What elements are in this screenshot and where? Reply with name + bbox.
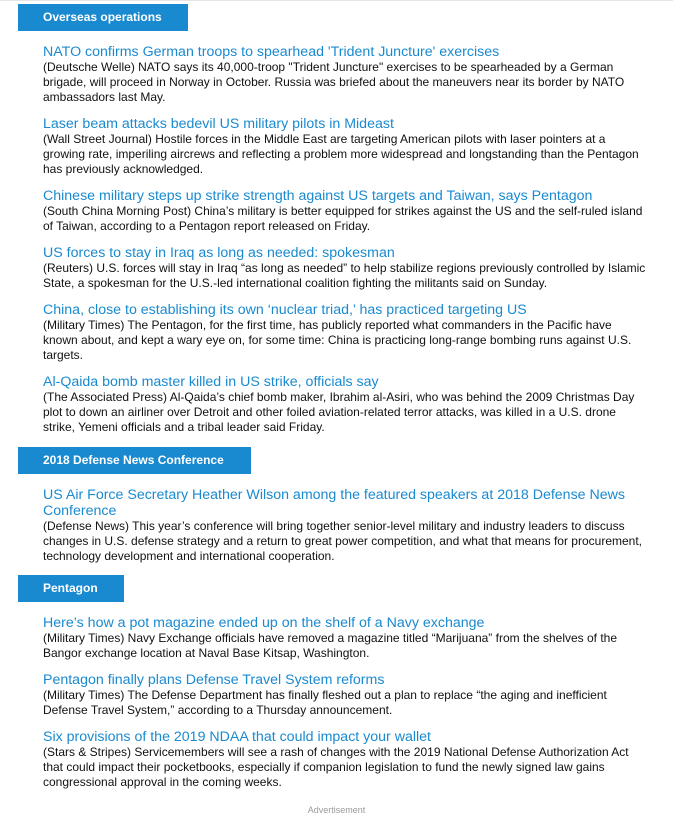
article-summary: (Military Times) The Pentagon, for the first time, has publicly reported what commanders in the Pacific have known about, and kept a wary eye on, for some time: China is practicing long-range bombing runs against U.S. targets. <box>43 318 632 362</box>
article-title-link[interactable]: Chinese military steps up strike strength against US targets and Taiwan, says Pentagon <box>43 188 593 204</box>
article-item <box>43 188 649 234</box>
article-item <box>43 487 649 564</box>
article-summary: (Defense News) This year’s conference will bring together senior-level military and industry leaders to discuss changes in U.S. defense strategy and a return to great power competition, and what that means for procurement, technology development and international cooperation. <box>43 519 643 563</box>
article-summary: (Deutsche Welle) NATO says its 40,000-troop "Trident Juncture" exercises to be spearheaded by a German brigade, will proceed in Norway in October. Russia was briefed about the maneuvers near its border by NATO ambassadors last May. <box>43 60 625 104</box>
article-title-link[interactable]: Laser beam attacks bedevil US military pilots in Mideast <box>43 116 394 132</box>
article-title-link[interactable]: US Air Force Secretary Heather Wilson among the featured speakers at 2018 Defense News Conference <box>43 487 625 519</box>
article-list-defense-news-conference <box>43 487 649 564</box>
article-item <box>43 245 649 291</box>
section-header-defense-news-conference: 2018 Defense News Conference <box>18 447 251 474</box>
article-title-link[interactable]: China, close to establishing its own ‘nuclear triad,’ has practiced targeting US <box>43 302 527 318</box>
article-summary: (The Associated Press) Al-Qaida’s chief bomb maker, Ibrahim al-Asiri, who was behind the 2009 Christmas Day plot to down an airliner over Detroit and other foiled aviation-related terror attacks, was killed in a U.S. drone strike, Yemeni officials and a tribal leader said Friday. <box>43 390 635 434</box>
article-title-link[interactable]: US forces to stay in Iraq as long as needed: spokesman <box>43 245 395 261</box>
article-item <box>43 44 649 105</box>
section-header-overseas-operations: Overseas operations <box>18 4 188 31</box>
article-item <box>43 729 649 790</box>
article-title-link[interactable]: Al-Qaida bomb master killed in US strike, officials say <box>43 374 379 390</box>
article-summary: (Stars & Stripes) Servicemembers will see a rash of changes with the 2019 National Defense Authorization Act that could impact their pocketbooks, especially if companion legislation to fund the newly signed law gains congressional approval in the coming weeks. <box>43 745 629 789</box>
article-list-pentagon <box>43 615 649 790</box>
article-title-link[interactable]: Six provisions of the 2019 NDAA that could impact your wallet <box>43 729 431 745</box>
article-summary: (Military Times) The Defense Department has finally fleshed out a plan to replace “the aging and inefficient Defense Travel System,” according to a Thursday announcement. <box>43 688 607 717</box>
article-title-link[interactable]: NATO confirms German troops to spearhead 'Trident Juncture' exercises <box>43 44 500 60</box>
article-title-link[interactable]: Pentagon finally plans Defense Travel System reforms <box>43 672 385 688</box>
article-item <box>43 302 649 363</box>
article-title-link[interactable]: Here’s how a pot magazine ended up on the shelf of a Navy exchange <box>43 615 485 631</box>
article-summary: (Wall Street Journal) Hostile forces in the Middle East are targeting American pilots with laser pointers at a growing rate, imperiling aircrews and reflecting a problem more widespread and longstanding than the Pentagon has previously acknowledged. <box>43 132 639 176</box>
article-list-overseas-operations <box>43 44 649 435</box>
advertisement-label: Advertisement <box>307 805 366 815</box>
section-header-pentagon: Pentagon <box>18 575 124 602</box>
article-summary: (Military Times) Navy Exchange officials have removed a magazine titled “Marijuana” from the shelves of the Bangor exchange location at Naval Base Kitsap, Washington. <box>43 631 618 660</box>
article-summary: (Reuters) U.S. forces will stay in Iraq “as long as needed” to help stabilize regions previously controlled by Islamic State, a spokesman for the U.S.-led international coalition fighting the militants said on Sunday. <box>43 261 646 290</box>
article-item <box>43 615 649 661</box>
article-item <box>43 672 649 718</box>
article-summary: (South China Morning Post) China’s military is better equipped for strikes against the US and the self-ruled island of Taiwan, according to a Pentagon report released on Friday. <box>43 204 643 233</box>
article-item <box>43 374 649 435</box>
article-item <box>43 116 649 177</box>
